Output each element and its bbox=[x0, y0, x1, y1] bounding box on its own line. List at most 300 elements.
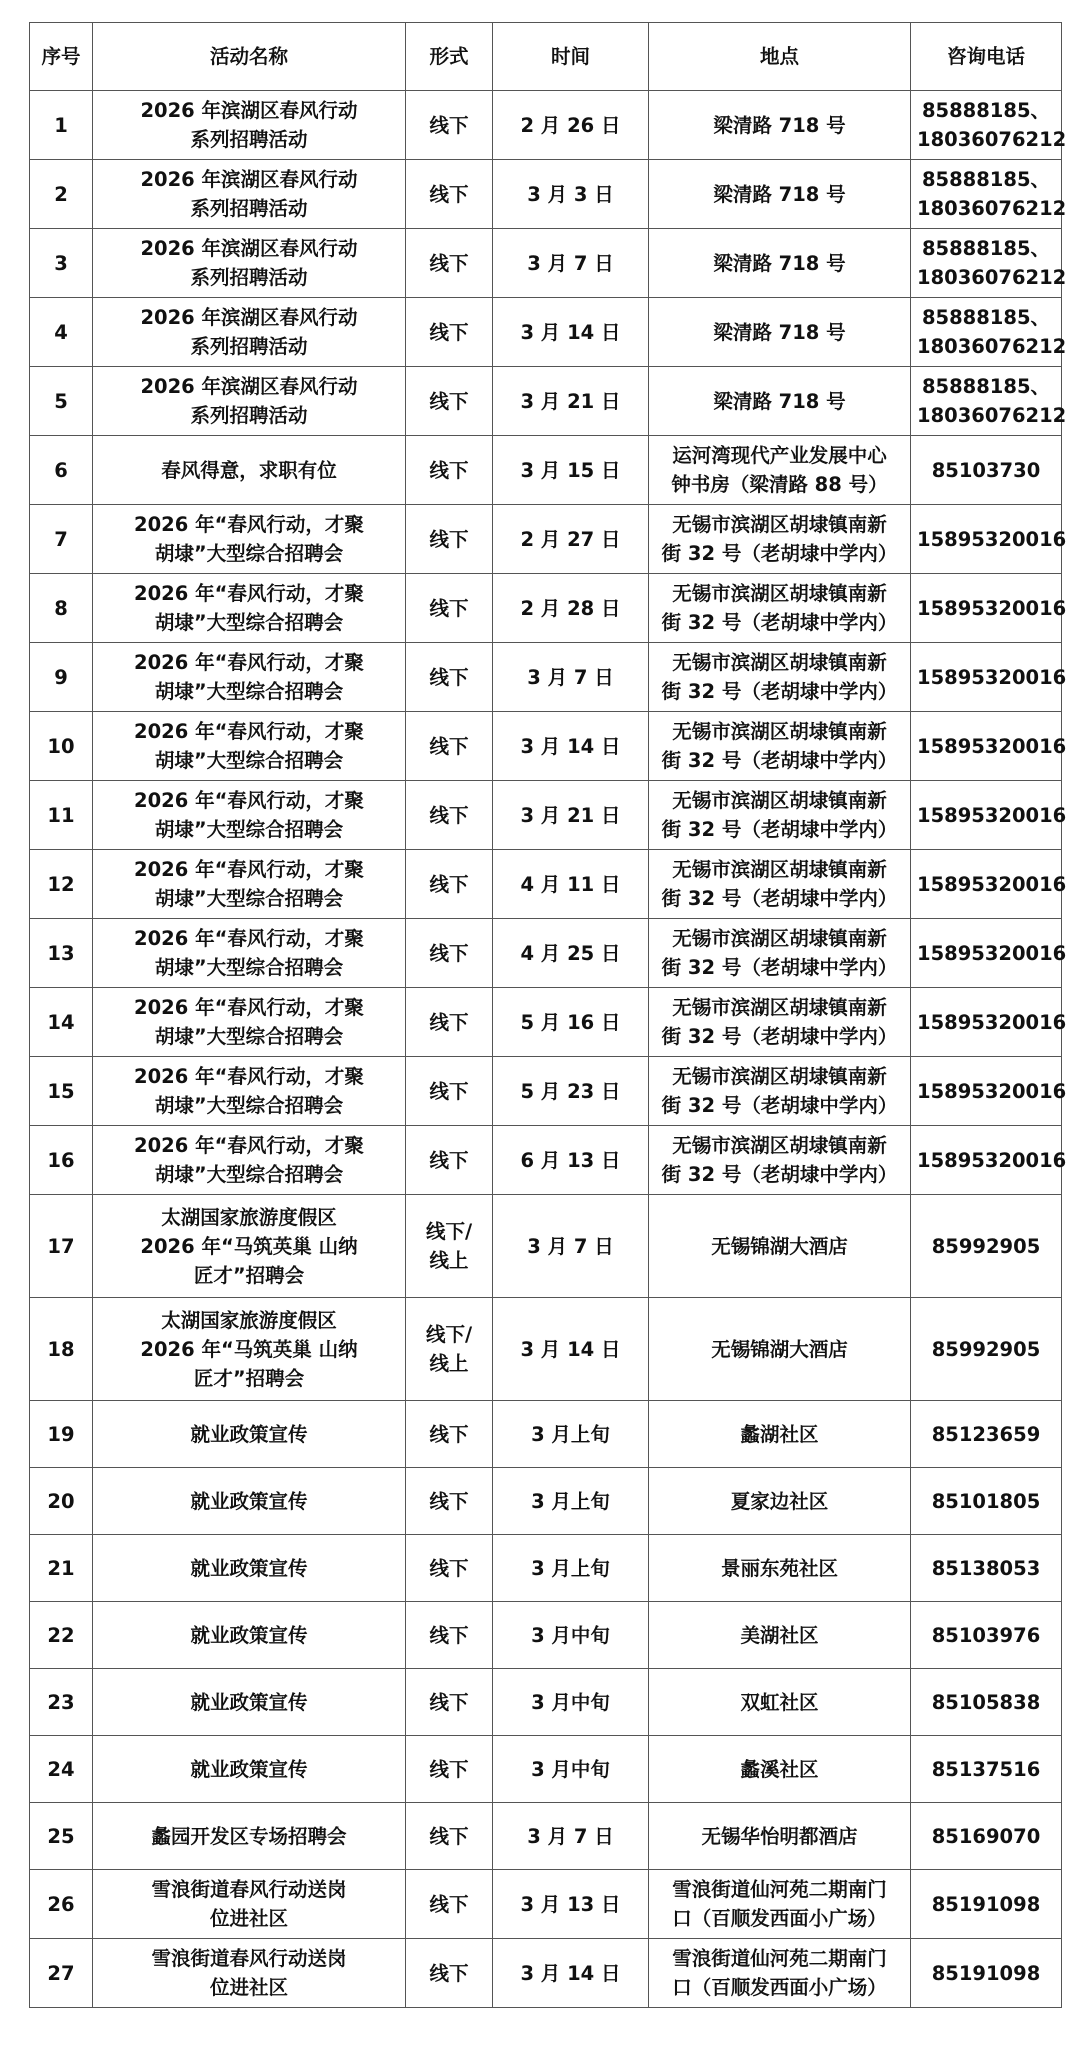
cell-activity-name-line: 胡埭”大型综合招聘会 bbox=[154, 1094, 344, 1117]
cell-location-line: 运河湾现代产业发展中心 bbox=[672, 444, 887, 467]
cell-format-line: 线下/ bbox=[425, 1220, 473, 1243]
cell-time: 2 月 26 日 bbox=[493, 91, 649, 160]
cell-activity-name-line: 胡埭”大型综合招聘会 bbox=[154, 749, 344, 772]
cell-activity-name bbox=[93, 1468, 406, 1535]
cell-time: 3 月 7 日 bbox=[493, 643, 649, 712]
header-activity-name: 活动名称 bbox=[93, 23, 406, 91]
cell-time: 3 月中旬 bbox=[493, 1602, 649, 1669]
cell-location bbox=[649, 1736, 911, 1803]
cell-location-line: 景丽东苑社区 bbox=[720, 1556, 838, 1580]
header-location: 地点 bbox=[649, 23, 911, 91]
cell-location bbox=[649, 1057, 911, 1126]
cell-time: 3 月 14 日 bbox=[493, 298, 649, 367]
cell-activity-name-line: 位进社区 bbox=[209, 1976, 288, 1999]
cell-format-line: 线下 bbox=[429, 1690, 469, 1714]
cell-activity-name bbox=[93, 367, 406, 436]
cell-activity-name-line: 2026 年“马筑英巢 山纳 bbox=[140, 1234, 358, 1258]
cell-format-line: 线下 bbox=[429, 389, 469, 413]
cell-time: 3 月 14 日 bbox=[493, 1298, 649, 1401]
cell-location-line: 无锡市滨湖区胡埭镇南新 bbox=[672, 996, 887, 1019]
cell-format bbox=[406, 1870, 493, 1939]
cell-no: 1 bbox=[30, 91, 93, 160]
cell-location bbox=[649, 1803, 911, 1870]
cell-phone-line: 15895320016 bbox=[917, 1010, 1067, 1034]
cell-format-line: 线下 bbox=[429, 1489, 469, 1513]
cell-activity-name bbox=[93, 1736, 406, 1803]
cell-phone-line: 85888185、 bbox=[921, 375, 1051, 398]
cell-format bbox=[406, 160, 493, 229]
cell-activity-name-line: 2026 年“春风行动，才聚 bbox=[134, 1134, 364, 1157]
cell-phone-line: 15895320016 bbox=[917, 527, 1067, 551]
cell-location-line: 无锡锦湖大酒店 bbox=[711, 1337, 848, 1361]
cell-activity-name-line: 系列招聘活动 bbox=[190, 335, 308, 358]
cell-format bbox=[406, 1401, 493, 1468]
cell-time: 4 月 11 日 bbox=[493, 850, 649, 919]
cell-phone-line: 85169070 bbox=[931, 1824, 1041, 1848]
cell-activity-name bbox=[93, 1803, 406, 1870]
cell-format-line: 线下 bbox=[429, 1892, 469, 1916]
cell-time: 3 月上旬 bbox=[493, 1535, 649, 1602]
cell-time: 3 月中旬 bbox=[493, 1736, 649, 1803]
cell-activity-name bbox=[93, 988, 406, 1057]
cell-activity-name-line: 2026 年“春风行动，才聚 bbox=[134, 789, 364, 812]
cell-activity-name bbox=[93, 1602, 406, 1669]
cell-phone bbox=[911, 1401, 1062, 1468]
cell-location bbox=[649, 1669, 911, 1736]
cell-activity-name-line: 就业政策宣传 bbox=[190, 1623, 308, 1647]
cell-activity-name-line: 系列招聘活动 bbox=[190, 197, 308, 220]
cell-activity-name bbox=[93, 1669, 406, 1736]
cell-location-line: 梁清路 718 号 bbox=[713, 113, 846, 137]
cell-phone-line: 85103730 bbox=[931, 458, 1041, 482]
table-row bbox=[30, 1401, 1062, 1468]
cell-format bbox=[406, 505, 493, 574]
cell-activity-name-line: 胡埭”大型综合招聘会 bbox=[154, 611, 344, 634]
cell-location-line: 蠡湖社区 bbox=[740, 1422, 819, 1446]
cell-phone bbox=[911, 1939, 1062, 2008]
cell-time: 2 月 27 日 bbox=[493, 505, 649, 574]
cell-activity-name bbox=[93, 505, 406, 574]
cell-phone-line: 85888185、 bbox=[921, 99, 1051, 122]
cell-location-line: 无锡市滨湖区胡埭镇南新 bbox=[672, 582, 887, 605]
cell-format bbox=[406, 712, 493, 781]
cell-format-line: 线下 bbox=[429, 1757, 469, 1781]
table-row bbox=[30, 298, 1062, 367]
table-row bbox=[30, 574, 1062, 643]
cell-activity-name-line: 就业政策宣传 bbox=[190, 1556, 308, 1580]
cell-location-line: 街 32 号（老胡埭中学内） bbox=[661, 956, 898, 979]
cell-activity-name-line: 胡埭”大型综合招聘会 bbox=[154, 818, 344, 841]
cell-location-line: 口（百顺发西面小广场） bbox=[672, 1976, 887, 1999]
cell-location bbox=[649, 367, 911, 436]
cell-activity-name-line: 2026 年“春风行动，才聚 bbox=[134, 651, 364, 674]
cell-format bbox=[406, 1126, 493, 1195]
cell-format-line: 线上 bbox=[429, 1249, 469, 1272]
cell-location-line: 街 32 号（老胡埭中学内） bbox=[661, 749, 898, 772]
cell-location bbox=[649, 850, 911, 919]
cell-format bbox=[406, 1468, 493, 1535]
cell-location-line: 梁清路 718 号 bbox=[713, 320, 846, 344]
cell-activity-name bbox=[93, 91, 406, 160]
cell-format-line: 线下 bbox=[429, 320, 469, 344]
cell-phone bbox=[911, 1298, 1062, 1401]
cell-activity-name-line: 就业政策宣传 bbox=[190, 1489, 308, 1513]
table-row bbox=[30, 367, 1062, 436]
cell-no: 17 bbox=[30, 1195, 93, 1298]
cell-format-line: 线下 bbox=[429, 1422, 469, 1446]
cell-no: 27 bbox=[30, 1939, 93, 2008]
header-format: 形式 bbox=[406, 23, 493, 91]
cell-no: 25 bbox=[30, 1803, 93, 1870]
table-row bbox=[30, 712, 1062, 781]
table-row bbox=[30, 1535, 1062, 1602]
cell-phone bbox=[911, 91, 1067, 160]
cell-no: 19 bbox=[30, 1401, 93, 1468]
table-header-row bbox=[30, 23, 1062, 91]
cell-format-line: 线下 bbox=[429, 596, 469, 620]
cell-format-line: 线下 bbox=[429, 872, 469, 896]
table-row bbox=[30, 1803, 1062, 1870]
cell-phone bbox=[911, 298, 1067, 367]
table-row bbox=[30, 1195, 1062, 1298]
cell-phone-line: 85191098 bbox=[931, 1892, 1041, 1916]
cell-format bbox=[406, 643, 493, 712]
cell-phone-line: 15895320016 bbox=[917, 1148, 1067, 1172]
cell-phone bbox=[911, 850, 1067, 919]
cell-no: 14 bbox=[30, 988, 93, 1057]
cell-phone-line: 18036076212 bbox=[917, 197, 1067, 220]
cell-activity-name-line: 2026 年“春风行动，才聚 bbox=[134, 720, 364, 743]
cell-time: 3 月上旬 bbox=[493, 1401, 649, 1468]
cell-location-line: 雪浪街道仙河苑二期南门 bbox=[672, 1947, 887, 1970]
cell-no: 2 bbox=[30, 160, 93, 229]
cell-activity-name-line: 胡埭”大型综合招聘会 bbox=[154, 956, 344, 979]
header-time: 时间 bbox=[493, 23, 649, 91]
cell-no: 23 bbox=[30, 1669, 93, 1736]
table-row bbox=[30, 1126, 1062, 1195]
cell-phone bbox=[911, 574, 1067, 643]
cell-activity-name-line: 胡埭”大型综合招聘会 bbox=[154, 542, 344, 565]
cell-activity-name-line: 2026 年滨湖区春风行动 bbox=[140, 237, 358, 260]
cell-activity-name bbox=[93, 850, 406, 919]
cell-phone bbox=[911, 1057, 1067, 1126]
cell-time: 3 月 7 日 bbox=[493, 1195, 649, 1298]
table-body bbox=[30, 91, 1067, 2008]
table-row bbox=[30, 988, 1062, 1057]
cell-format-line: 线下 bbox=[429, 182, 469, 206]
cell-location-line: 无锡市滨湖区胡埭镇南新 bbox=[672, 513, 887, 536]
cell-no: 18 bbox=[30, 1298, 93, 1401]
cell-phone bbox=[911, 1803, 1062, 1870]
cell-format bbox=[406, 367, 493, 436]
cell-phone-line: 15895320016 bbox=[917, 872, 1067, 896]
table-row bbox=[30, 1736, 1062, 1803]
cell-activity-name-line: 就业政策宣传 bbox=[190, 1690, 308, 1714]
table-row bbox=[30, 781, 1062, 850]
cell-location bbox=[649, 988, 911, 1057]
cell-activity-name-line: 2026 年“春风行动，才聚 bbox=[134, 513, 364, 536]
cell-format-line: 线下 bbox=[429, 1010, 469, 1034]
cell-location-line: 雪浪街道仙河苑二期南门 bbox=[672, 1878, 887, 1901]
cell-location-line: 街 32 号（老胡埭中学内） bbox=[661, 611, 898, 634]
cell-activity-name-line: 就业政策宣传 bbox=[190, 1422, 308, 1446]
cell-location bbox=[649, 436, 911, 505]
cell-activity-name-line: 2026 年“春风行动，才聚 bbox=[134, 996, 364, 1019]
cell-time: 3 月 21 日 bbox=[493, 781, 649, 850]
cell-activity-name-line: 2026 年“春风行动，才聚 bbox=[134, 858, 364, 881]
cell-location bbox=[649, 712, 911, 781]
cell-format bbox=[406, 781, 493, 850]
table-row bbox=[30, 160, 1062, 229]
cell-no: 5 bbox=[30, 367, 93, 436]
cell-location-line: 无锡华怡明都酒店 bbox=[701, 1824, 858, 1848]
cell-time: 3 月 14 日 bbox=[493, 1939, 649, 2008]
cell-no: 3 bbox=[30, 229, 93, 298]
table-row bbox=[30, 1057, 1062, 1126]
cell-no: 21 bbox=[30, 1535, 93, 1602]
cell-activity-name bbox=[93, 298, 406, 367]
cell-phone-line: 18036076212 bbox=[917, 404, 1067, 427]
cell-location-line: 口（百顺发西面小广场） bbox=[672, 1907, 887, 1930]
cell-activity-name-line: 太湖国家旅游度假区 bbox=[161, 1308, 337, 1332]
cell-phone-line: 18036076212 bbox=[917, 335, 1067, 358]
cell-time: 3 月 21 日 bbox=[493, 367, 649, 436]
cell-activity-name-line: 2026 年“马筑英巢 山纳 bbox=[140, 1337, 358, 1361]
cell-location-line: 梁清路 718 号 bbox=[713, 182, 846, 206]
cell-location-line: 街 32 号（老胡埭中学内） bbox=[661, 818, 898, 841]
cell-format bbox=[406, 919, 493, 988]
cell-phone-line: 85123659 bbox=[931, 1422, 1041, 1446]
cell-time: 5 月 23 日 bbox=[493, 1057, 649, 1126]
cell-location-line: 无锡市滨湖区胡埭镇南新 bbox=[672, 651, 887, 674]
cell-activity-name-line: 胡埭”大型综合招聘会 bbox=[154, 887, 344, 910]
cell-time: 3 月 15 日 bbox=[493, 436, 649, 505]
table-row bbox=[30, 643, 1062, 712]
table-row bbox=[30, 1939, 1062, 2008]
cell-activity-name bbox=[93, 1939, 406, 2008]
cell-format bbox=[406, 1669, 493, 1736]
table-row bbox=[30, 1468, 1062, 1535]
cell-phone-line: 85888185、 bbox=[921, 306, 1051, 329]
cell-phone bbox=[911, 1126, 1067, 1195]
cell-location bbox=[649, 574, 911, 643]
cell-location-line: 无锡市滨湖区胡埭镇南新 bbox=[672, 789, 887, 812]
cell-format bbox=[406, 1057, 493, 1126]
header-no: 序号 bbox=[30, 23, 93, 91]
cell-format-line: 线下 bbox=[429, 1623, 469, 1647]
cell-activity-name bbox=[93, 1126, 406, 1195]
cell-location-line: 无锡市滨湖区胡埭镇南新 bbox=[672, 720, 887, 743]
cell-activity-name-line: 胡埭”大型综合招聘会 bbox=[154, 1025, 344, 1048]
cell-format bbox=[406, 1939, 493, 2008]
cell-phone-line: 15895320016 bbox=[917, 803, 1067, 827]
cell-location bbox=[649, 1468, 911, 1535]
recruitment-schedule-table bbox=[29, 22, 1067, 2008]
cell-no: 6 bbox=[30, 436, 93, 505]
cell-time: 3 月中旬 bbox=[493, 1669, 649, 1736]
cell-format-line: 线上 bbox=[429, 1352, 469, 1375]
cell-location bbox=[649, 919, 911, 988]
cell-location-line: 梁清路 718 号 bbox=[713, 389, 846, 413]
cell-activity-name bbox=[93, 229, 406, 298]
cell-format bbox=[406, 229, 493, 298]
cell-activity-name bbox=[93, 919, 406, 988]
cell-activity-name bbox=[93, 1401, 406, 1468]
cell-phone bbox=[911, 1602, 1062, 1669]
cell-phone bbox=[911, 229, 1067, 298]
cell-phone-line: 85888185、 bbox=[921, 237, 1051, 260]
cell-no: 24 bbox=[30, 1736, 93, 1803]
cell-phone bbox=[911, 781, 1067, 850]
table-row bbox=[30, 229, 1062, 298]
cell-location-line: 无锡锦湖大酒店 bbox=[711, 1234, 848, 1258]
cell-location bbox=[649, 229, 911, 298]
cell-format bbox=[406, 850, 493, 919]
cell-phone-line: 15895320016 bbox=[917, 941, 1067, 965]
cell-activity-name bbox=[93, 436, 406, 505]
cell-activity-name bbox=[93, 1057, 406, 1126]
cell-location-line: 街 32 号（老胡埭中学内） bbox=[661, 1094, 898, 1117]
cell-format bbox=[406, 574, 493, 643]
cell-location-line: 美湖社区 bbox=[740, 1623, 819, 1647]
table-row bbox=[30, 850, 1062, 919]
cell-phone bbox=[911, 643, 1067, 712]
cell-phone bbox=[911, 1736, 1062, 1803]
cell-time: 3 月上旬 bbox=[493, 1468, 649, 1535]
cell-activity-name-line: 2026 年滨湖区春风行动 bbox=[140, 375, 358, 398]
cell-location-line: 街 32 号（老胡埭中学内） bbox=[661, 542, 898, 565]
cell-activity-name bbox=[93, 574, 406, 643]
cell-no: 22 bbox=[30, 1602, 93, 1669]
cell-format-line: 线下 bbox=[429, 1961, 469, 1985]
cell-activity-name-line: 就业政策宣传 bbox=[190, 1757, 308, 1781]
cell-phone bbox=[911, 712, 1067, 781]
cell-location-line: 无锡市滨湖区胡埭镇南新 bbox=[672, 858, 887, 881]
cell-format bbox=[406, 298, 493, 367]
cell-activity-name-line: 春风得意，求职有位 bbox=[161, 458, 337, 482]
cell-location-line: 无锡市滨湖区胡埭镇南新 bbox=[672, 1134, 887, 1157]
cell-time: 3 月 14 日 bbox=[493, 712, 649, 781]
cell-activity-name bbox=[93, 1870, 406, 1939]
cell-format-line: 线下 bbox=[429, 941, 469, 965]
cell-phone bbox=[911, 1535, 1062, 1602]
cell-time: 3 月 13 日 bbox=[493, 1870, 649, 1939]
cell-format bbox=[406, 1535, 493, 1602]
cell-activity-name bbox=[93, 1298, 406, 1401]
cell-format bbox=[406, 1602, 493, 1669]
header-phone: 咨询电话 bbox=[911, 23, 1062, 91]
cell-phone-line: 18036076212 bbox=[917, 266, 1067, 289]
cell-phone-line: 85105838 bbox=[931, 1690, 1041, 1714]
table-row bbox=[30, 1870, 1062, 1939]
cell-location bbox=[649, 505, 911, 574]
cell-time: 2 月 28 日 bbox=[493, 574, 649, 643]
table-row bbox=[30, 1602, 1062, 1669]
cell-phone-line: 15895320016 bbox=[917, 1079, 1067, 1103]
cell-phone bbox=[911, 988, 1067, 1057]
cell-location bbox=[649, 1602, 911, 1669]
cell-location-line: 梁清路 718 号 bbox=[713, 251, 846, 275]
cell-location-line: 无锡市滨湖区胡埭镇南新 bbox=[672, 927, 887, 950]
cell-location bbox=[649, 1870, 911, 1939]
cell-activity-name-line: 系列招聘活动 bbox=[190, 266, 308, 289]
cell-activity-name-line: 胡埭”大型综合招聘会 bbox=[154, 680, 344, 703]
cell-time: 3 月 3 日 bbox=[493, 160, 649, 229]
cell-no: 20 bbox=[30, 1468, 93, 1535]
cell-phone-line: 85137516 bbox=[931, 1757, 1041, 1781]
cell-location bbox=[649, 91, 911, 160]
cell-activity-name-line: 位进社区 bbox=[209, 1907, 288, 1930]
cell-format-line: 线下 bbox=[429, 803, 469, 827]
cell-time: 6 月 13 日 bbox=[493, 1126, 649, 1195]
table-row bbox=[30, 436, 1062, 505]
cell-activity-name-line: 匠才”招聘会 bbox=[193, 1263, 305, 1287]
cell-location bbox=[649, 1535, 911, 1602]
cell-time: 3 月 7 日 bbox=[493, 1803, 649, 1870]
cell-no: 7 bbox=[30, 505, 93, 574]
cell-no: 12 bbox=[30, 850, 93, 919]
cell-activity-name-line: 匠才”招聘会 bbox=[193, 1366, 305, 1390]
cell-no: 10 bbox=[30, 712, 93, 781]
cell-no: 8 bbox=[30, 574, 93, 643]
cell-format-line: 线下 bbox=[429, 527, 469, 551]
cell-phone bbox=[911, 1195, 1062, 1298]
cell-location bbox=[649, 1126, 911, 1195]
cell-location-line: 蠡溪社区 bbox=[740, 1757, 819, 1781]
cell-format-line: 线下 bbox=[429, 665, 469, 689]
cell-location bbox=[649, 781, 911, 850]
cell-activity-name-line: 2026 年滨湖区春风行动 bbox=[140, 99, 358, 122]
cell-no: 26 bbox=[30, 1870, 93, 1939]
cell-location-line: 街 32 号（老胡埭中学内） bbox=[661, 680, 898, 703]
cell-phone-line: 85992905 bbox=[931, 1337, 1041, 1361]
cell-phone bbox=[911, 1870, 1062, 1939]
cell-activity-name bbox=[93, 1195, 406, 1298]
cell-activity-name bbox=[93, 160, 406, 229]
cell-activity-name-line: 2026 年“春风行动，才聚 bbox=[134, 582, 364, 605]
cell-location bbox=[649, 1298, 911, 1401]
cell-format-line: 线下 bbox=[429, 1556, 469, 1580]
cell-location-line: 双虹社区 bbox=[740, 1690, 819, 1714]
cell-location-line: 街 32 号（老胡埭中学内） bbox=[661, 887, 898, 910]
cell-activity-name-line: 2026 年滨湖区春风行动 bbox=[140, 168, 358, 191]
cell-location bbox=[649, 1195, 911, 1298]
cell-activity-name-line: 2026 年“春风行动，才聚 bbox=[134, 927, 364, 950]
cell-format bbox=[406, 1736, 493, 1803]
cell-phone bbox=[911, 436, 1062, 505]
cell-phone-line: 15895320016 bbox=[917, 665, 1067, 689]
cell-format bbox=[406, 1195, 493, 1298]
table-row bbox=[30, 1669, 1062, 1736]
cell-format-line: 线下 bbox=[429, 734, 469, 758]
cell-phone bbox=[911, 1468, 1062, 1535]
cell-format bbox=[406, 436, 493, 505]
cell-phone-line: 85138053 bbox=[931, 1556, 1041, 1580]
cell-phone-line: 85101805 bbox=[931, 1489, 1041, 1513]
cell-phone bbox=[911, 505, 1067, 574]
cell-activity-name-line: 雪浪街道春风行动送岗 bbox=[151, 1878, 347, 1901]
cell-time: 5 月 16 日 bbox=[493, 988, 649, 1057]
cell-location-line: 钟书房（梁清路 88 号） bbox=[671, 473, 888, 496]
cell-time: 3 月 7 日 bbox=[493, 229, 649, 298]
cell-format bbox=[406, 91, 493, 160]
cell-phone-line: 18036076212 bbox=[917, 128, 1067, 151]
cell-location bbox=[649, 1939, 911, 2008]
cell-no: 16 bbox=[30, 1126, 93, 1195]
table-row bbox=[30, 91, 1062, 160]
cell-activity-name-line: 2026 年“春风行动，才聚 bbox=[134, 1065, 364, 1088]
table-row bbox=[30, 919, 1062, 988]
